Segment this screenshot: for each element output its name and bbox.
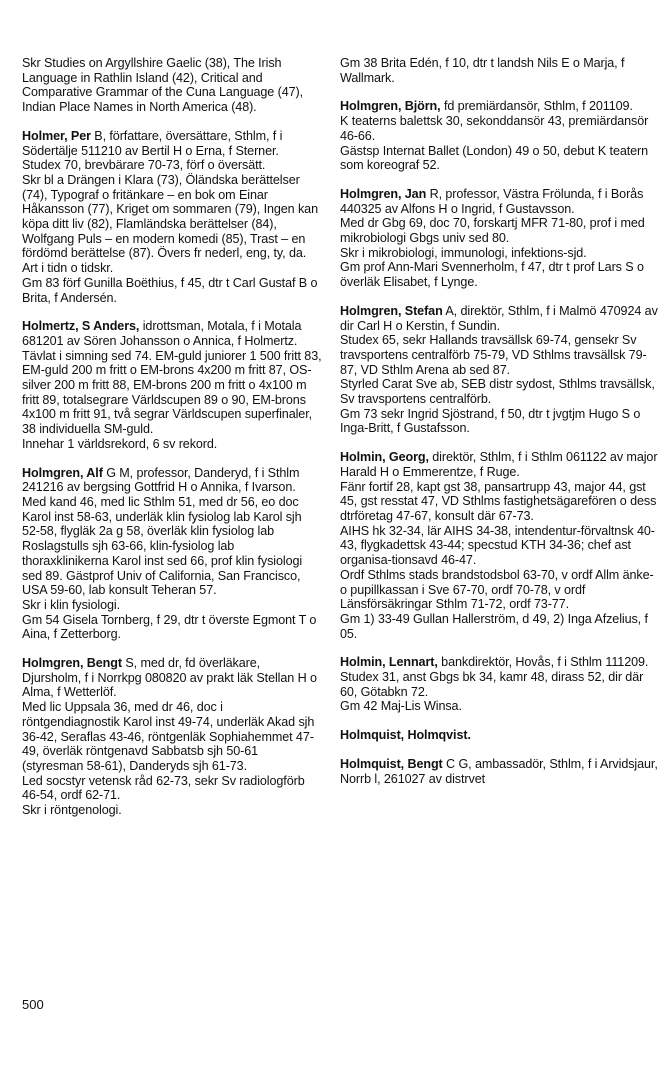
entry-paragraph: [22, 173, 322, 276]
entry-text: Med lic Uppsala 36, med dr 46, doc i röntgendiagnostik Karol inst 49-74, underläk Akad sjh 36-42, Seraflas 43-46, röntgenläk Sophiahemmet 47-49, överläk röntgenavd Sabbatsb sjh 50-61 (styresman 58-61), Danderyds sjh 61-73.: [22, 700, 315, 773]
entry-text: Gm 1) 33-49 Gullan Hallerström, d 49, 2) Inga Afzelius, f 05.: [340, 611, 648, 641]
entry-text: Gm 38 Brita Edén, f 10, dtr t landsh Nils E o Marja, f Wallmark.: [340, 56, 625, 85]
entry-paragraph: [22, 56, 322, 115]
entry-paragraph: [340, 187, 658, 216]
entry-headword: Holmertz, S Anders,: [22, 319, 140, 334]
entry-paragraph: [340, 407, 658, 436]
biography-entry: [22, 129, 322, 305]
biography-entry: [340, 304, 658, 436]
entry-paragraph: [340, 655, 658, 670]
entry-text: direktör, Sthlm, f i Sthlm 061122 av major Harald H o Emmerentze, f Ruge.: [340, 450, 658, 479]
entry-text: fd premiärdansör, Sthlm, f 201109.: [440, 99, 633, 114]
entry-text: C G, ambassadör, Sthlm, f i Arvidsjaur, Norrb l, 261027 av distrvet: [340, 756, 658, 786]
entry-headword: Holmer, Per: [22, 128, 91, 143]
entry-text: Styrled Carat Sve ab, SEB distr sydost, Sthlms travsällsk, Sv travsportens centralförb.: [340, 377, 655, 407]
entry-paragraph: [22, 495, 322, 598]
entry-text: Gm 42 Maj-Lis Winsa.: [340, 699, 462, 714]
entry-paragraph: [22, 700, 322, 774]
entry-paragraph: [22, 598, 322, 613]
entry-text: S, med dr, fd överläkare, Djursholm, f i Norrkpg 080820 av prakt läk Stellan H o Alma, f Wetterlöf.: [22, 656, 317, 700]
entry-paragraph: [340, 612, 658, 641]
entry-paragraph: [340, 246, 658, 261]
entry-text: Gm 83 förf Gunilla Boëthius, f 45, dtr t Carl Gustaf B o Brita, f Andersén.: [22, 275, 318, 305]
entry-paragraph: [22, 319, 322, 348]
entry-paragraph: [340, 728, 658, 743]
biography-entry: [340, 450, 658, 641]
entry-text: AIHS hk 32-34, lär AIHS 34-38, intendentur-förvaltnsk 40-43, flygkadettsk 43-44; specstud KTH 34-36; chef ast organisa-tionsavd 46-47.: [340, 523, 655, 568]
biography-entry: [340, 187, 658, 290]
entry-headword: Holmgren, Stefan: [340, 303, 443, 318]
entry-headword: Holmgren, Björn,: [340, 99, 441, 114]
entry-text: K teaterns balettsk 30, sekonddansör 43, premiärdansör 46-66.: [340, 114, 649, 143]
entry-text: Skr i röntgenologi.: [22, 803, 122, 818]
entry-text: Fänr fortif 28, kapt gst 38, pansartrupp 43, major 44, gst 45, gst resstat 47, VD Sthlms fastighetsägarefören o dess dtrföretag 47-67, konsult där 67-73.: [340, 479, 657, 523]
entry-paragraph: [340, 304, 658, 333]
entry-paragraph: [340, 450, 658, 479]
entry-paragraph: [340, 670, 658, 699]
entry-headword: Holmgren, Bengt: [22, 656, 122, 671]
entry-paragraph: [22, 803, 322, 818]
entry-text: Gästsp Internat Ballet (London) 49 o 50, debut K teatern som koreograf 52.: [340, 143, 649, 173]
biography-entry: [340, 728, 658, 743]
entry-text: Skr i klin fysiologi.: [22, 597, 120, 612]
entry-paragraph: [340, 377, 658, 406]
entry-text: Med dr Gbg 69, doc 70, forskartj MFR 71-80, prof i med mikrobiologi Gbgs univ sed 80.: [340, 216, 645, 246]
page-number: 500: [22, 997, 44, 1012]
entry-paragraph: [340, 99, 658, 114]
entry-text: Tävlat i simning sed 74. EM-guld juniorer 1 500 fritt 83, EM-guld 200 m fritt o EM-brons 4x200 m fritt 87, OS-silver 200 m fritt 88, EM-brons 200 m fritt o 4x100 m fritt 89, totalsegrare Världscupen 89 o 90, EM-brons 4x100 m fritt 91, två segrar Världscupen superfinaler, 38 individuella SM-guld.: [22, 348, 322, 437]
entry-headword: Holmin, Georg,: [340, 450, 429, 465]
entry-paragraph: [22, 774, 322, 803]
biography-entry: [340, 99, 658, 173]
entry-text: Skr i mikrobiologi, immunologi, infektions-sjd.: [340, 245, 587, 260]
entry-text: idrottsman, Motala, f i Motala 681201 av Sören Johansson o Annica, f Holmertz.: [22, 319, 302, 348]
entry-paragraph: [340, 480, 658, 524]
entry-paragraph: [340, 216, 658, 245]
entry-text: Skr Studies on Argyllshire Gaelic (38), The Irish Language in Rathlin Island (42), Critical and Comparative Grammar of the Cuna Language (47), Indian Place Names in North America (48).: [22, 56, 304, 115]
left-column: [22, 56, 322, 832]
entry-text: B, författare, översättare, Sthlm, f i Södertälje 511210 av Bertil H o Erna, f Sterner.: [22, 128, 283, 158]
entry-text: Med kand 46, med lic Sthlm 51, med dr 56, eo doc Karol inst 58-63, underläk klin fysiolog lab Karol sjh 52-58, flygläk 2a g 58, överläk klin fysiolog lab Roslagstulls sjh 63-66, klin-fysiolog lab thoraxklinikerna Karol inst sed 66, prof klin fysiologi sed 89. Gästprof Univ of California, San Francisco, USA 59-60, lab konsult Teheran 57.: [22, 494, 303, 598]
entry-text: R, professor, Västra Frölunda, f i Borås 440325 av Alfons H o Ingrid, f Gustavsson.: [340, 186, 644, 216]
entry-paragraph: [22, 276, 322, 305]
entry-paragraph: [340, 56, 658, 85]
biography-entry: [22, 466, 322, 642]
entry-text: G M, professor, Danderyd, f i Sthlm 241216 av bergsing Gottfrid H o Annika, f Ivarson.: [22, 465, 300, 495]
entry-text: Gm 73 sekr Ingrid Sjöstrand, f 50, dtr t jvgtjm Hugo S o Inga-Britt, f Gustafsson.: [340, 406, 641, 436]
entry-paragraph: [340, 524, 658, 568]
right-column: [340, 56, 658, 800]
biography-entry: [340, 757, 658, 786]
entry-text: Innehar 1 världsrekord, 6 sv rekord.: [22, 436, 218, 451]
entry-paragraph: [340, 260, 658, 289]
entry-paragraph: [340, 114, 658, 143]
entry-paragraph: [22, 613, 322, 642]
biography-entry: [22, 656, 322, 818]
entry-paragraph: [340, 144, 658, 173]
entry-text: Gm prof Ann-Mari Svennerholm, f 47, dtr t prof Lars S o överläk Elisabet, f Lynge.: [340, 260, 644, 290]
entry-headword: Holmquist, Bengt: [340, 756, 443, 771]
biography-entry: [340, 655, 658, 714]
entry-paragraph: [340, 568, 658, 612]
biography-entry: [340, 56, 658, 85]
entry-headword: Holmquist, Holmqvist.: [340, 728, 471, 743]
entry-headword: Holmgren, Jan: [340, 186, 427, 201]
entry-text: Gm 54 Gisela Tornberg, f 29, dtr t överste Egmont T o Aina, f Zetterborg.: [22, 612, 317, 642]
entry-paragraph: [22, 466, 322, 495]
entry-paragraph: [340, 333, 658, 377]
entry-paragraph: [22, 158, 322, 173]
entry-text: Led socstyr vetensk råd 62-73, sekr Sv radiologförb 46-54, ordf 62-71.: [22, 773, 305, 803]
entry-text: Skr bl a Drängen i Klara (73), Öländska berättelser (74), Typograf o fritänkare – en bok om Einar Håkansson (77), Kriget om sommaren (79), Ingen kan köpa ditt liv (82), Flamländska berättelser (84), Wolfgang Puls – en modern komedi (85), Trast – en fördömd berättelse (87). Övers fr nederl, eng, ty, da. Art i tidn o tidskr.: [22, 172, 318, 276]
entry-paragraph: [22, 349, 322, 437]
entry-text: A, direktör, Sthlm, f i Malmö 470924 av dir Carl H o Kerstin, f Sundin.: [340, 303, 658, 333]
entry-text: Studex 70, brevbärare 70-73, förf o översätt.: [22, 158, 266, 173]
entry-headword: Holmgren, Alf: [22, 465, 103, 480]
entry-paragraph: [22, 129, 322, 158]
entry-headword: Holmin, Lennart,: [340, 655, 438, 670]
entry-text: Studex 31, anst Gbgs bk 34, kamr 48, dirass 52, dir där 60, Götabkn 72.: [340, 670, 644, 699]
entry-text: bankdirektör, Hovås, f i Sthlm 111209.: [437, 655, 649, 670]
entry-paragraph: [340, 699, 658, 714]
biography-entry: [22, 319, 322, 451]
entry-text: Studex 65, sekr Hallands travsällsk 69-74, gensekr Sv travsportens centralförb 75-79, VD Sthlms travsällsk 79-87, VD Sthlm Arena ab sed 87.: [340, 333, 647, 377]
entry-paragraph: [22, 656, 322, 700]
entry-paragraph: [340, 757, 658, 786]
entry-text: Ordf Sthlms stads brandstodsbol 63-70, v ordf Allm änke- o pupillkassan i Sve 67-70, ordf 70-78, v ordf Länsförsäkringar Sthlm 71-72, ordf 73-77.: [340, 567, 654, 612]
biography-entry: [22, 56, 322, 115]
entry-paragraph: [22, 437, 322, 452]
